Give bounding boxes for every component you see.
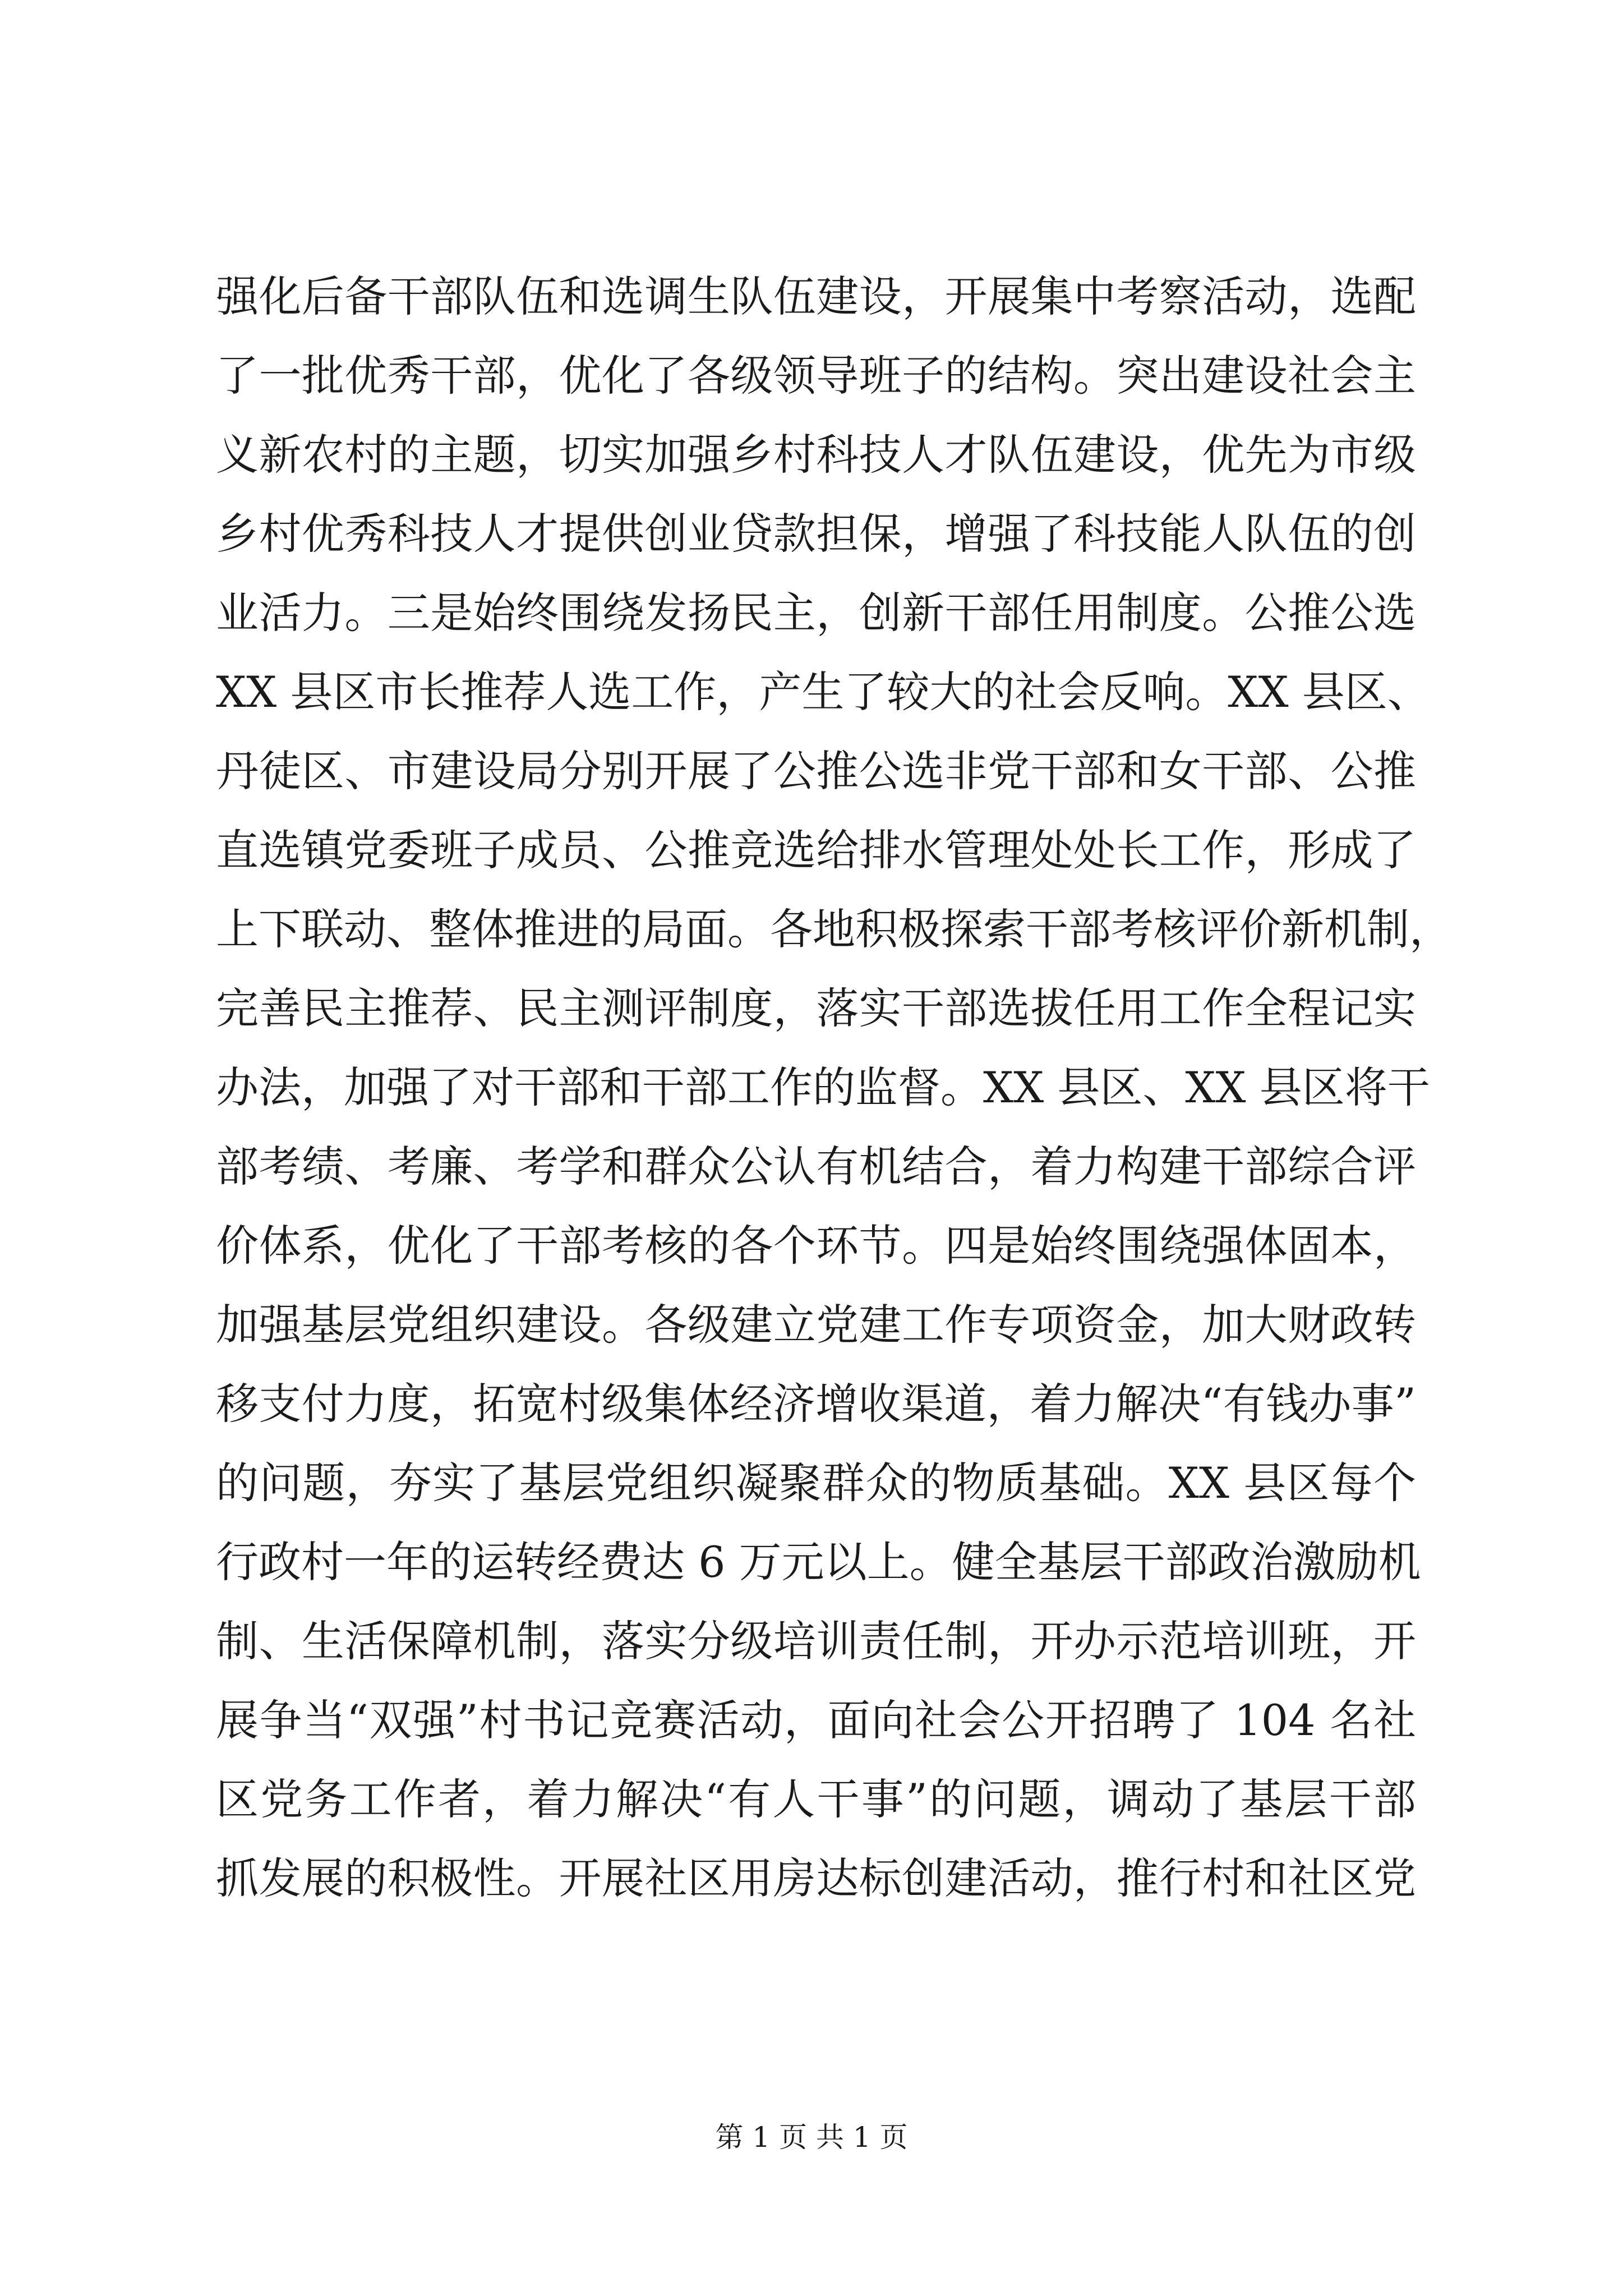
text-line-7: 丹徒区、市建设局分别开展了公推公选非党干部和女干部、公推 xyxy=(216,746,1416,796)
text-line-6: XX 县区市长推荐人选工作，产生了较大的社会反响。XX 县区、 xyxy=(216,667,1430,717)
text-line-19: 展争当“双强”村书记竞赛活动，面向社会公开招聘了 104 名社 xyxy=(216,1695,1416,1745)
text-line-3: 义新农村的主题，切实加强乡村科技人才队伍建设，优先为市级 xyxy=(216,430,1416,480)
text-line-14: 加强基层党组织建设。各级建立党建工作专项资金，加大财政转 xyxy=(216,1300,1416,1350)
text-line-16: 的问题，夯实了基层党组织凝聚群众的物质基础。XX 县区每个 xyxy=(216,1458,1416,1508)
text-line-9: 上下联动、整体推进的局面。各地积极探索干部考核评价新机制， xyxy=(216,904,1452,954)
page-number-footer: 第 1 页 共 1 页 xyxy=(715,2121,908,2154)
text-line-10: 完善民主推荐、民主测评制度，落实干部选拔任用工作全程记实 xyxy=(216,983,1416,1033)
text-line-2: 了一批优秀干部，优化了各级领导班子的结构。突出建设社会主 xyxy=(216,351,1416,401)
text-line-1: 强化后备干部队伍和选调生队伍建设，开展集中考察活动，选配 xyxy=(216,272,1416,321)
text-line-8: 直选镇党委班子成员、公推竞选给排水管理处处长工作，形成了 xyxy=(216,825,1416,875)
text-line-15: 移支付力度，拓宽村级集体经济增收渠道，着力解决“有钱办事” xyxy=(216,1379,1416,1429)
text-line-13: 价体系，优化了干部考核的各个环节。四是始终围绕强体固本， xyxy=(216,1221,1416,1271)
text-line-12: 部考绩、考廉、考学和群众公认有机结合，着力构建干部综合评 xyxy=(216,1142,1416,1191)
body-text xyxy=(216,257,1452,1918)
text-line-5: 业活力。三是始终围绕发扬民主，创新干部任用制度。公推公选 xyxy=(216,588,1416,638)
text-line-4: 乡村优秀科技人才提供创业贷款担保，增强了科技能人队伍的创 xyxy=(216,509,1416,559)
text-line-11: 办法，加强了对干部和干部工作的监督。XX 县区、XX 县区将干 xyxy=(216,1062,1430,1112)
text-line-18: 制、生活保障机制，落实分级培训责任制，开办示范培训班，开 xyxy=(216,1616,1416,1666)
text-line-20: 区党务工作者，着力解决“有人干事”的问题，调动了基层干部 xyxy=(216,1774,1416,1824)
text-line-17: 行政村一年的运转经费达 6 万元以上。健全基层干部政治激励机 xyxy=(216,1537,1421,1587)
text-line-21: 抓发展的积极性。开展社区用房达标创建活动，推行村和社区党 xyxy=(216,1853,1416,1903)
